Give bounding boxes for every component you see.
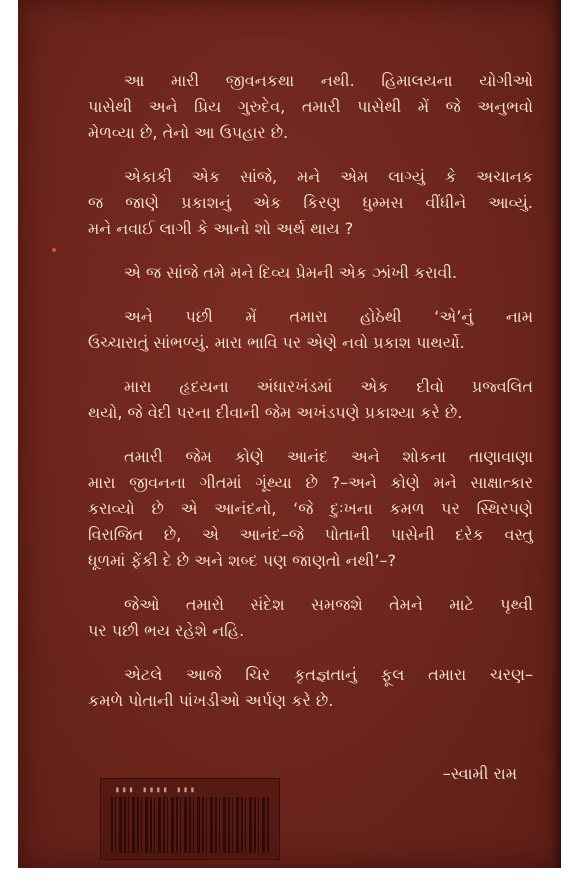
paragraph-6 (88, 444, 533, 574)
paragraph-8 (88, 662, 533, 714)
barcode-label (100, 778, 280, 860)
text-line: એકાકી એક સાંજે, મને એમ લાગ્યું કે અચાનક (124, 167, 533, 186)
text-line: થયો, જે વેદી પરના દીવાની જેમ અખંડપણે પ્રકાશ્યા કરે છે. (88, 403, 463, 422)
book-back-cover (18, 0, 561, 868)
text-line: તમારી જેમ કોણે આનંદ અને શોકના તાણાવાણા (124, 447, 533, 466)
text-line: અને પછી મેં તમારા હોઠેથી ‘એ’નું નામ (124, 307, 533, 326)
text-line: મેળવ્યા છે, તેનો આ ઉપહાર છે. (88, 123, 289, 142)
barcode-digits: ▮▮▮ ▮▮▮▮ ▮▮▮ (115, 785, 197, 794)
text-line: વિરાજિત છે, એ આનંદ–જે પોતાની પાસેની દરેક વસ્તુ (88, 525, 533, 544)
paragraph-3 (88, 260, 533, 286)
text-line: મને નવાઈ લાગી કે આનો શો અર્થ થાય ? (88, 219, 354, 238)
paragraph-7 (88, 592, 533, 644)
barcode-icon (111, 797, 269, 853)
text-line: ઉચ્ચારાતું સાંભળ્યું. મારા ભાવિ પર એણે નવો પ્રકાશ પાથર્યો. (88, 333, 465, 352)
paragraph-2 (88, 164, 533, 242)
text-line: જેઓ તમારો સંદેશ સમજશે તેમને માટે પૃથ્વી (124, 595, 533, 614)
text-line: પાસેથી અને પ્રિય ગુરુદેવ, તમારી પાસેથી મેં જે અનુભવો (88, 97, 533, 116)
text-line: જ જાણે પ્રકાશનું એક કિરણ ધુમ્મસ વીંધીને આવ્યું. (88, 193, 533, 212)
text-line: મારા હૃદયના અંધારખંડમાં એક દીવો પ્રજ્વલિત (124, 377, 533, 396)
paragraph-1 (88, 68, 533, 146)
text-line: એટલે આજે ચિર કૃતજ્ઞતાનું ફૂલ તમારા ચરણ– (124, 665, 533, 684)
text-line: એ જ સાંજે તમે મને દિવ્ય પ્રેમની એક ઝાંખી કરાવી. (124, 263, 458, 282)
paragraph-4 (88, 304, 533, 356)
author-signature: –સ્વામી રામ (442, 764, 517, 783)
dedication-text (88, 68, 533, 732)
text-line: મારા જીવનના ગીતમાં ગૂંથ્યા છે ?–અને કોણે મને સાક્ષાત્કાર (88, 473, 533, 492)
red-ink-dot (52, 248, 56, 252)
paragraph-5 (88, 374, 533, 426)
cover-edge-shadow (551, 0, 561, 868)
text-line: ધૂળમાં ફેંકી દે છે અને શબ્દ પણ જાણતો નથી’–? (88, 551, 396, 570)
text-line: કરાવ્યો છે એ આનંદનો, ‘જે દુઃખના કમળ પર સ્થિરપણે (88, 499, 533, 518)
text-line: આ મારી જીવનકથા નથી. હિમાલયના યોગીઓ (124, 71, 533, 90)
text-line: પર પછી ભય રહેશે નહિ. (88, 621, 245, 640)
text-line: કમળે પોતાની પાંખડીઓ અર્પણ કરે છે. (88, 691, 334, 710)
